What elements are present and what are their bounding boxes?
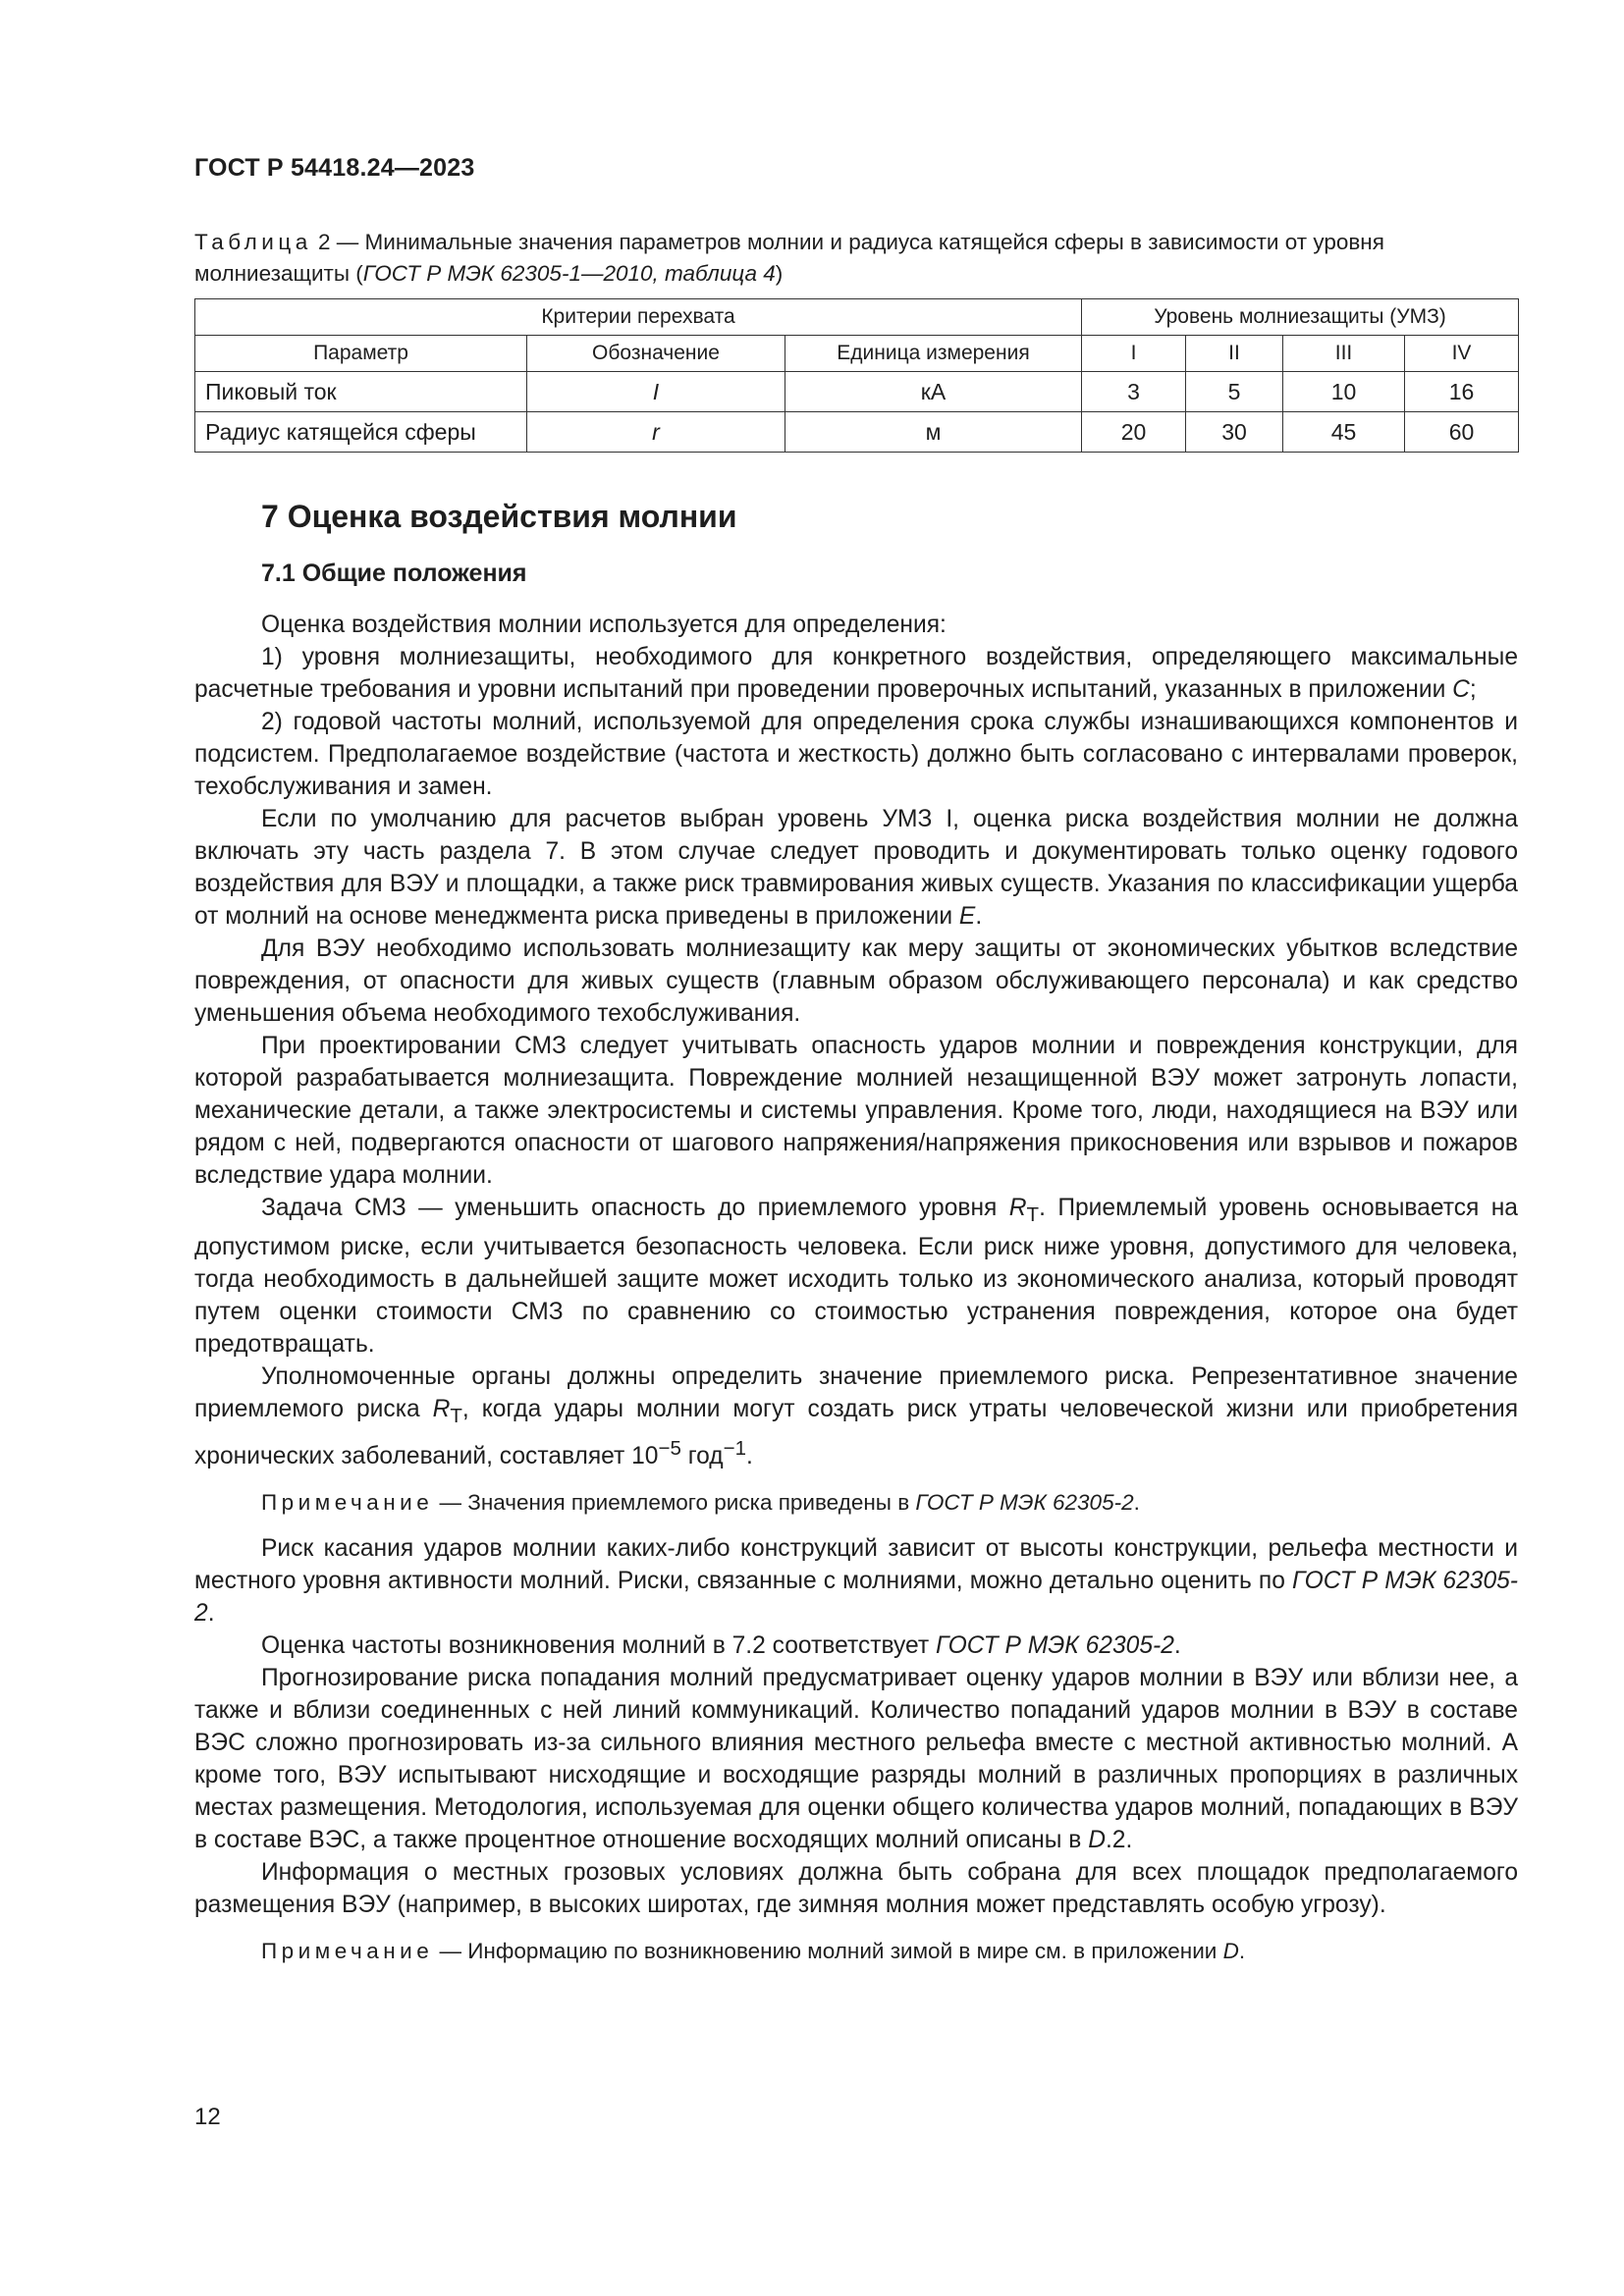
table-row	[195, 412, 1519, 453]
table-cell: 16	[1405, 372, 1519, 412]
paragraph: 2) годовой частоты молний, используемой для определения срока службы изнашивающихся компонентов и подсистем. Предполагаемое воздействие (частота и жесткость) должно быть согласовано с интервалами проверок, техобслуживания и замен.	[194, 709, 1518, 800]
paragraph: Оценка воздействия молнии используется для определения:	[261, 612, 947, 638]
table-cell: I	[527, 372, 785, 412]
section-title: 7 Оценка воздействия молнии	[261, 499, 737, 534]
table-row	[195, 372, 1519, 412]
note: Примечание — Значения приемлемого риска приведены в ГОСТ Р МЭК 62305-2.	[261, 1490, 1140, 1515]
column-header: III	[1283, 336, 1405, 372]
table-cell: 45	[1283, 412, 1405, 453]
caption-label: Таблица	[194, 230, 312, 254]
paragraph: Информация о местных грозовых условиях должна быть собрана для всех площадок предполагаемого размещения ВЭУ (например, в высоких широтах, где зимняя молния может представлять особую угрозу).	[194, 1859, 1518, 1918]
table-cell: 20	[1082, 412, 1186, 453]
paragraph: Риск касания ударов молнии каких-либо конструкций зависит от высоты конструкции, рельефа местности и местного уровня активности молний. Риски, связанные с молниями, можно детально оценить по ГОСТ Р МЭК 62305-2.	[194, 1535, 1519, 1627]
column-header: Единица измерения	[785, 336, 1082, 372]
caption-reference: ГОСТ Р МЭК 62305-1—2010, таблица 4	[362, 261, 776, 286]
note: Примечание — Информацию по возникновению молний зимой в мире см. в приложении D.	[261, 1939, 1246, 1963]
paragraph: Прогнозирование риска попадания молний предусматривает оценку ударов молнии в ВЭУ или вблизи нее, а также и вблизи соединенных с ней линий коммуникаций. Количество попаданий ударов молнии в ВЭУ в составе ВЭС сложно прогнозировать из-за сильного влияния местного рельефа вместе с местной активностью молний. А кроме того, ВЭУ испытывают нисходящие и восходящие разряды молний в различных пропорциях в различных местах размещения. Методология, используемая для оценки общего количества ударов молний, попадающих в ВЭУ в составе ВЭС, а также процентное отношение восходящих молний описаны в D.2.	[194, 1665, 1518, 1853]
table-cell: 3	[1082, 372, 1186, 412]
paragraph: Для ВЭУ необходимо использовать молниезащиту как меру защиты от экономических убытков вследствие повреждения, от опасности для живых существ (главным образом обслуживающего персонала) и как средство уменьшения объема необходимого техобслуживания.	[194, 935, 1518, 1027]
note-label: Примечание	[261, 1490, 434, 1515]
paragraph: 1) уровня молниезащиты, необходимого для конкретного воздействия, определяющего максимальные расчетные требования и уровни испытаний при проведении проверочных испытаний, указанных в приложении С;	[194, 644, 1518, 703]
table-column-header-row	[195, 336, 1519, 372]
paragraph: Оценка частоты возникновения молний в 7.2 соответствует ГОСТ Р МЭК 62305-2.	[261, 1632, 1181, 1659]
group-header-criteria: Критерии перехвата	[195, 299, 1082, 336]
subsection-title: 7.1 Общие положения	[261, 560, 527, 587]
table-cell: Радиус катящейся сферы	[195, 412, 527, 453]
table-cell: кА	[785, 372, 1082, 412]
document-header: ГОСТ Р 54418.24—2023	[194, 154, 475, 182]
paragraph: Если по умолчанию для расчетов выбран уровень УМЗ I, оценка риска воздействия молнии не должна включать эту часть раздела 7. В этом случае следует проводить и документировать только оценку годового воздействия для ВЭУ и площадки, а также риск травмирования живых существ. Указания по классификации ущерба от молний на основе менеджмента риска приведены в приложении Е.	[194, 806, 1518, 930]
table-cell: 30	[1186, 412, 1283, 453]
body-text	[194, 609, 1518, 1967]
table-cell: 10	[1283, 372, 1405, 412]
table-cell: 60	[1405, 412, 1519, 453]
column-header: II	[1186, 336, 1283, 372]
table-cell: 5	[1186, 372, 1283, 412]
column-header: I	[1082, 336, 1186, 372]
paragraph: Уполномоченные органы должны определить значение приемлемого риска. Репрезентативное значение приемлемого риска $R_T$, когда удары молнии могут создать риск утраты человеческой жизни или приобретения хронических заболеваний, составляет $10^{-5}$ год$^{-1}$.	[194, 1362, 1519, 1469]
column-header: Параметр	[195, 336, 527, 372]
page-number: 12	[194, 2104, 221, 2130]
column-header: IV	[1405, 336, 1519, 372]
table-cell: Пиковый ток	[195, 372, 527, 412]
paragraph: При проектировании СМЗ следует учитывать опасность ударов молнии и повреждения конструкции, для которой разрабатывается молниезащита. Повреждение молнией незащищенной ВЭУ может затронуть лопасти, механические детали, а также электросистемы и системы управления. Кроме того, люди, находящиеся на ВЭУ или рядом с ней, подвергаются опасности от шагового напряжения/напряжения прикосновения или взрывов и пожаров вследствие удара молнии.	[194, 1033, 1518, 1189]
note-label: Примечание	[261, 1939, 434, 1963]
paragraph: Задача СМЗ — уменьшить опасность до приемлемого уровня $R_T$. Приемлемый уровень основывается на допустимом риске, если учитывается безопасность человека. Если риск ниже уровня, допустимого для человека, тогда необходимость в дальнейшей защите может исходить только из экономического анализа, который проводят путем оценки стоимости СМЗ по сравнению со стоимостью устранения повреждения, которое она будет предотвращать.	[194, 1195, 1518, 1358]
lightning-parameters-table	[194, 298, 1519, 453]
table-cell: м	[785, 412, 1082, 453]
table-caption: Таблица 2 — Минимальные значения параметров молнии и радиуса катящейся сферы в зависимости от уровня молниезащиты (ГОСТ Р МЭК 62305-1—2010, таблица 4)	[194, 230, 1384, 286]
caption-number: 2	[318, 230, 331, 254]
group-header-protection-level: Уровень молниезащиты (УМЗ)	[1082, 299, 1519, 336]
table-cell: r	[527, 412, 785, 453]
column-header: Обозначение	[527, 336, 785, 372]
table-group-header-row	[195, 299, 1519, 336]
